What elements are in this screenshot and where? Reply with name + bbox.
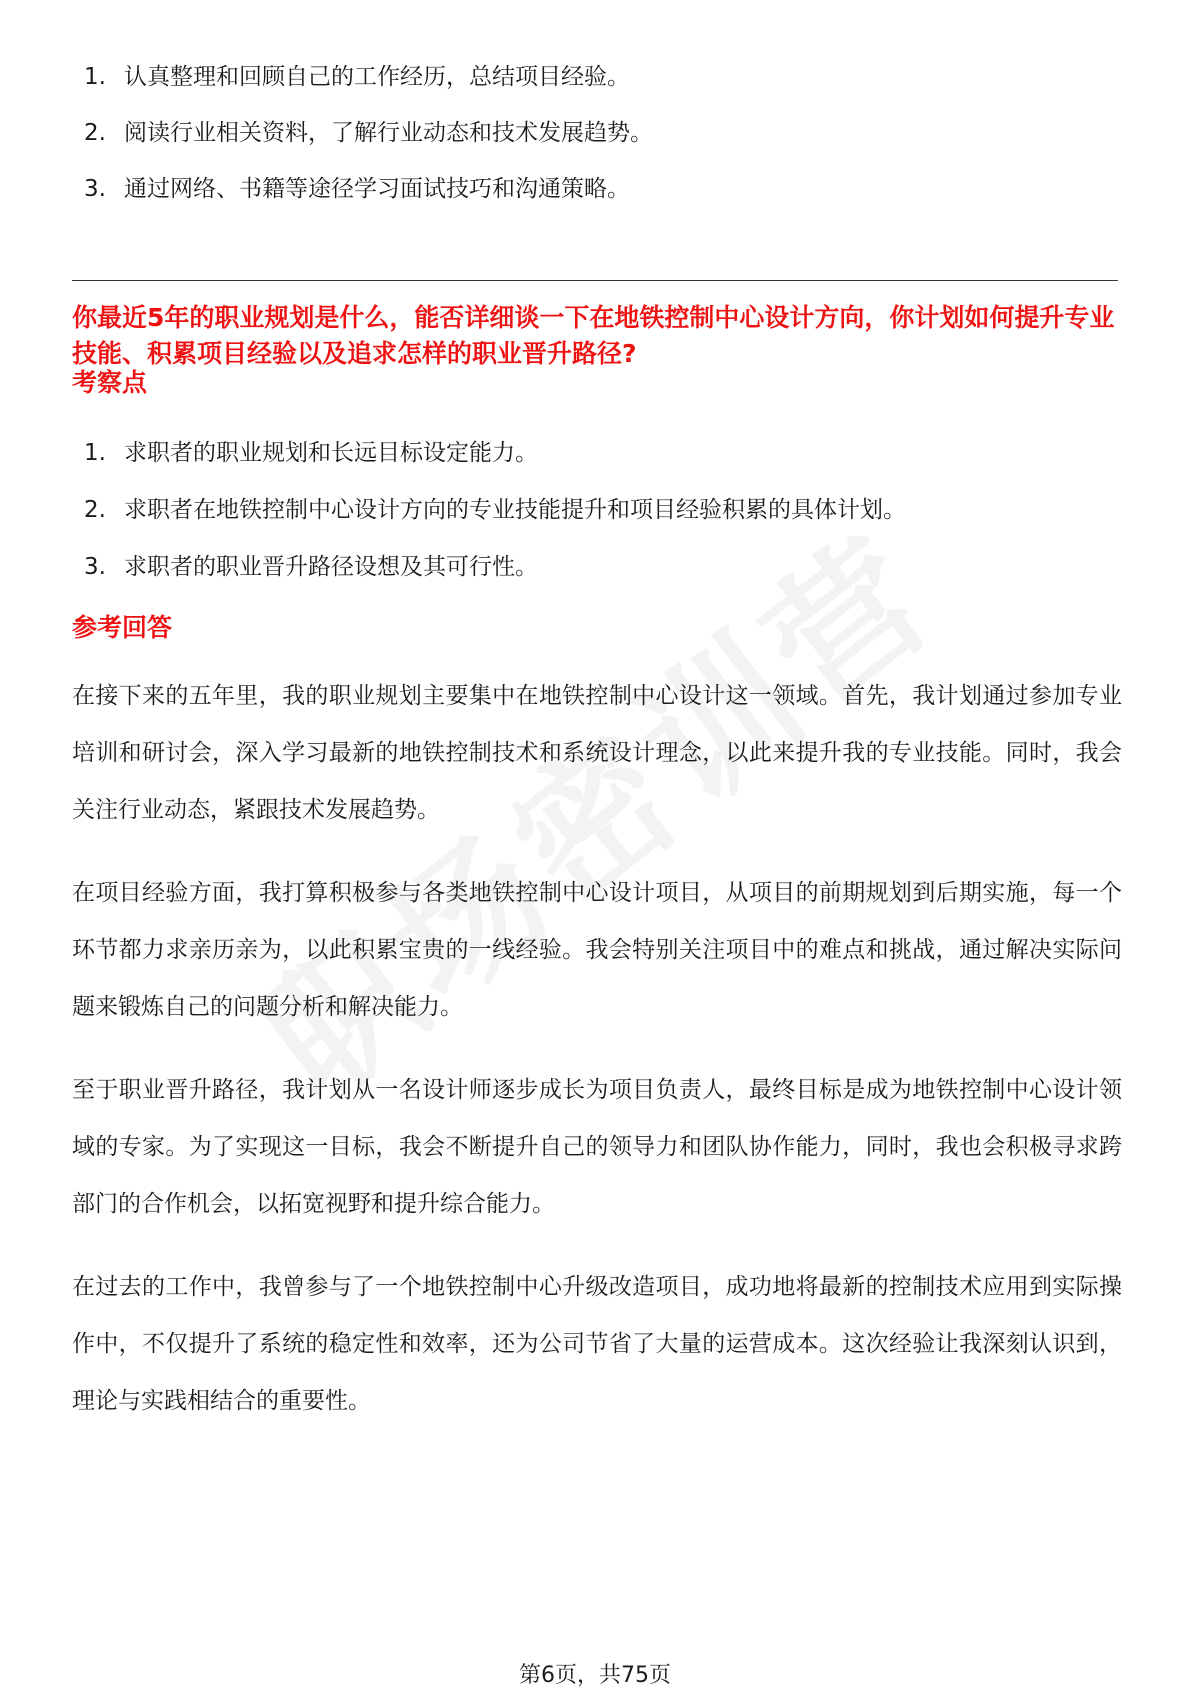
list-item xyxy=(84,118,653,148)
list-item-number: 3. xyxy=(84,176,106,202)
section-divider xyxy=(72,280,1118,281)
list-item-number: 3. xyxy=(84,554,106,580)
answer-paragraph: 在接下来的五年里，我的职业规划主要集中在地铁控制中心设计这一领域。首先，我计划通过参加专业培训和研讨会，深入学习最新的地铁控制技术和系统设计理念，以此来提升我的专业技能。同时，我会关注行业动态，紧跟技术发展趋势。 xyxy=(72,683,1122,823)
list-item xyxy=(84,174,653,204)
list-item-number: 2. xyxy=(84,120,106,146)
list-item-text: 求职者的职业规划和长远目标设定能力。 xyxy=(124,440,538,466)
preparation-list xyxy=(84,62,653,230)
answer-paragraph: 在过去的工作中，我曾参与了一个地铁控制中心升级改造项目，成功地将最新的控制技术应用到实际操作中，不仅提升了系统的稳定性和效率，还为公司节省了大量的运营成本。这次经验让我深刻认识到，理论与实践相结合的重要性。 xyxy=(72,1274,1122,1414)
list-item xyxy=(84,438,906,468)
interview-question: 你最近5年的职业规划是什么，能否详细谈一下在地铁控制中心设计方向，你计划如何提升专业技能、积累项目经验以及追求怎样的职业晋升路径? xyxy=(72,303,1115,368)
list-item xyxy=(84,495,906,525)
answer-paragraph: 至于职业晋升路径，我计划从一名设计师逐步成长为项目负责人，最终目标是成为地铁控制中心设计领域的专家。为了实现这一目标，我会不断提升自己的领导力和团队协作能力，同时，我也会积极寻求跨部门的合作机会，以拓宽视野和提升综合能力。 xyxy=(72,1077,1122,1217)
list-item-text: 阅读行业相关资料，了解行业动态和技术发展趋势。 xyxy=(124,120,653,146)
list-item xyxy=(84,552,906,582)
list-item-number: 1. xyxy=(84,440,106,466)
answer-paragraph: 在项目经验方面，我打算积极参与各类地铁控制中心设计项目，从项目的前期规划到后期实施，每一个环节都力求亲历亲为，以此积累宝贵的一线经验。我会特别关注项目中的难点和挑战，通过解决实际问题来锻炼自己的问题分析和解决能力。 xyxy=(72,880,1122,1020)
reference-answer xyxy=(72,668,1122,1456)
list-item-number: 2. xyxy=(84,497,106,523)
list-item-text: 认真整理和回顾自己的工作经历，总结项目经验。 xyxy=(124,64,630,90)
list-item xyxy=(84,62,653,92)
assessment-points-list xyxy=(84,438,906,609)
list-item-text: 求职者的职业晋升路径设想及其可行性。 xyxy=(124,554,538,580)
points-title: 考察点 xyxy=(72,368,148,397)
list-item-number: 1. xyxy=(84,64,106,90)
list-item-text: 通过网络、书籍等途径学习面试技巧和沟通策略。 xyxy=(124,176,630,202)
list-item-text: 求职者在地铁控制中心设计方向的专业技能提升和项目经验积累的具体计划。 xyxy=(124,497,906,523)
answer-title: 参考回答 xyxy=(72,613,173,642)
page-number: 第6页，共75页 xyxy=(519,1663,671,1688)
